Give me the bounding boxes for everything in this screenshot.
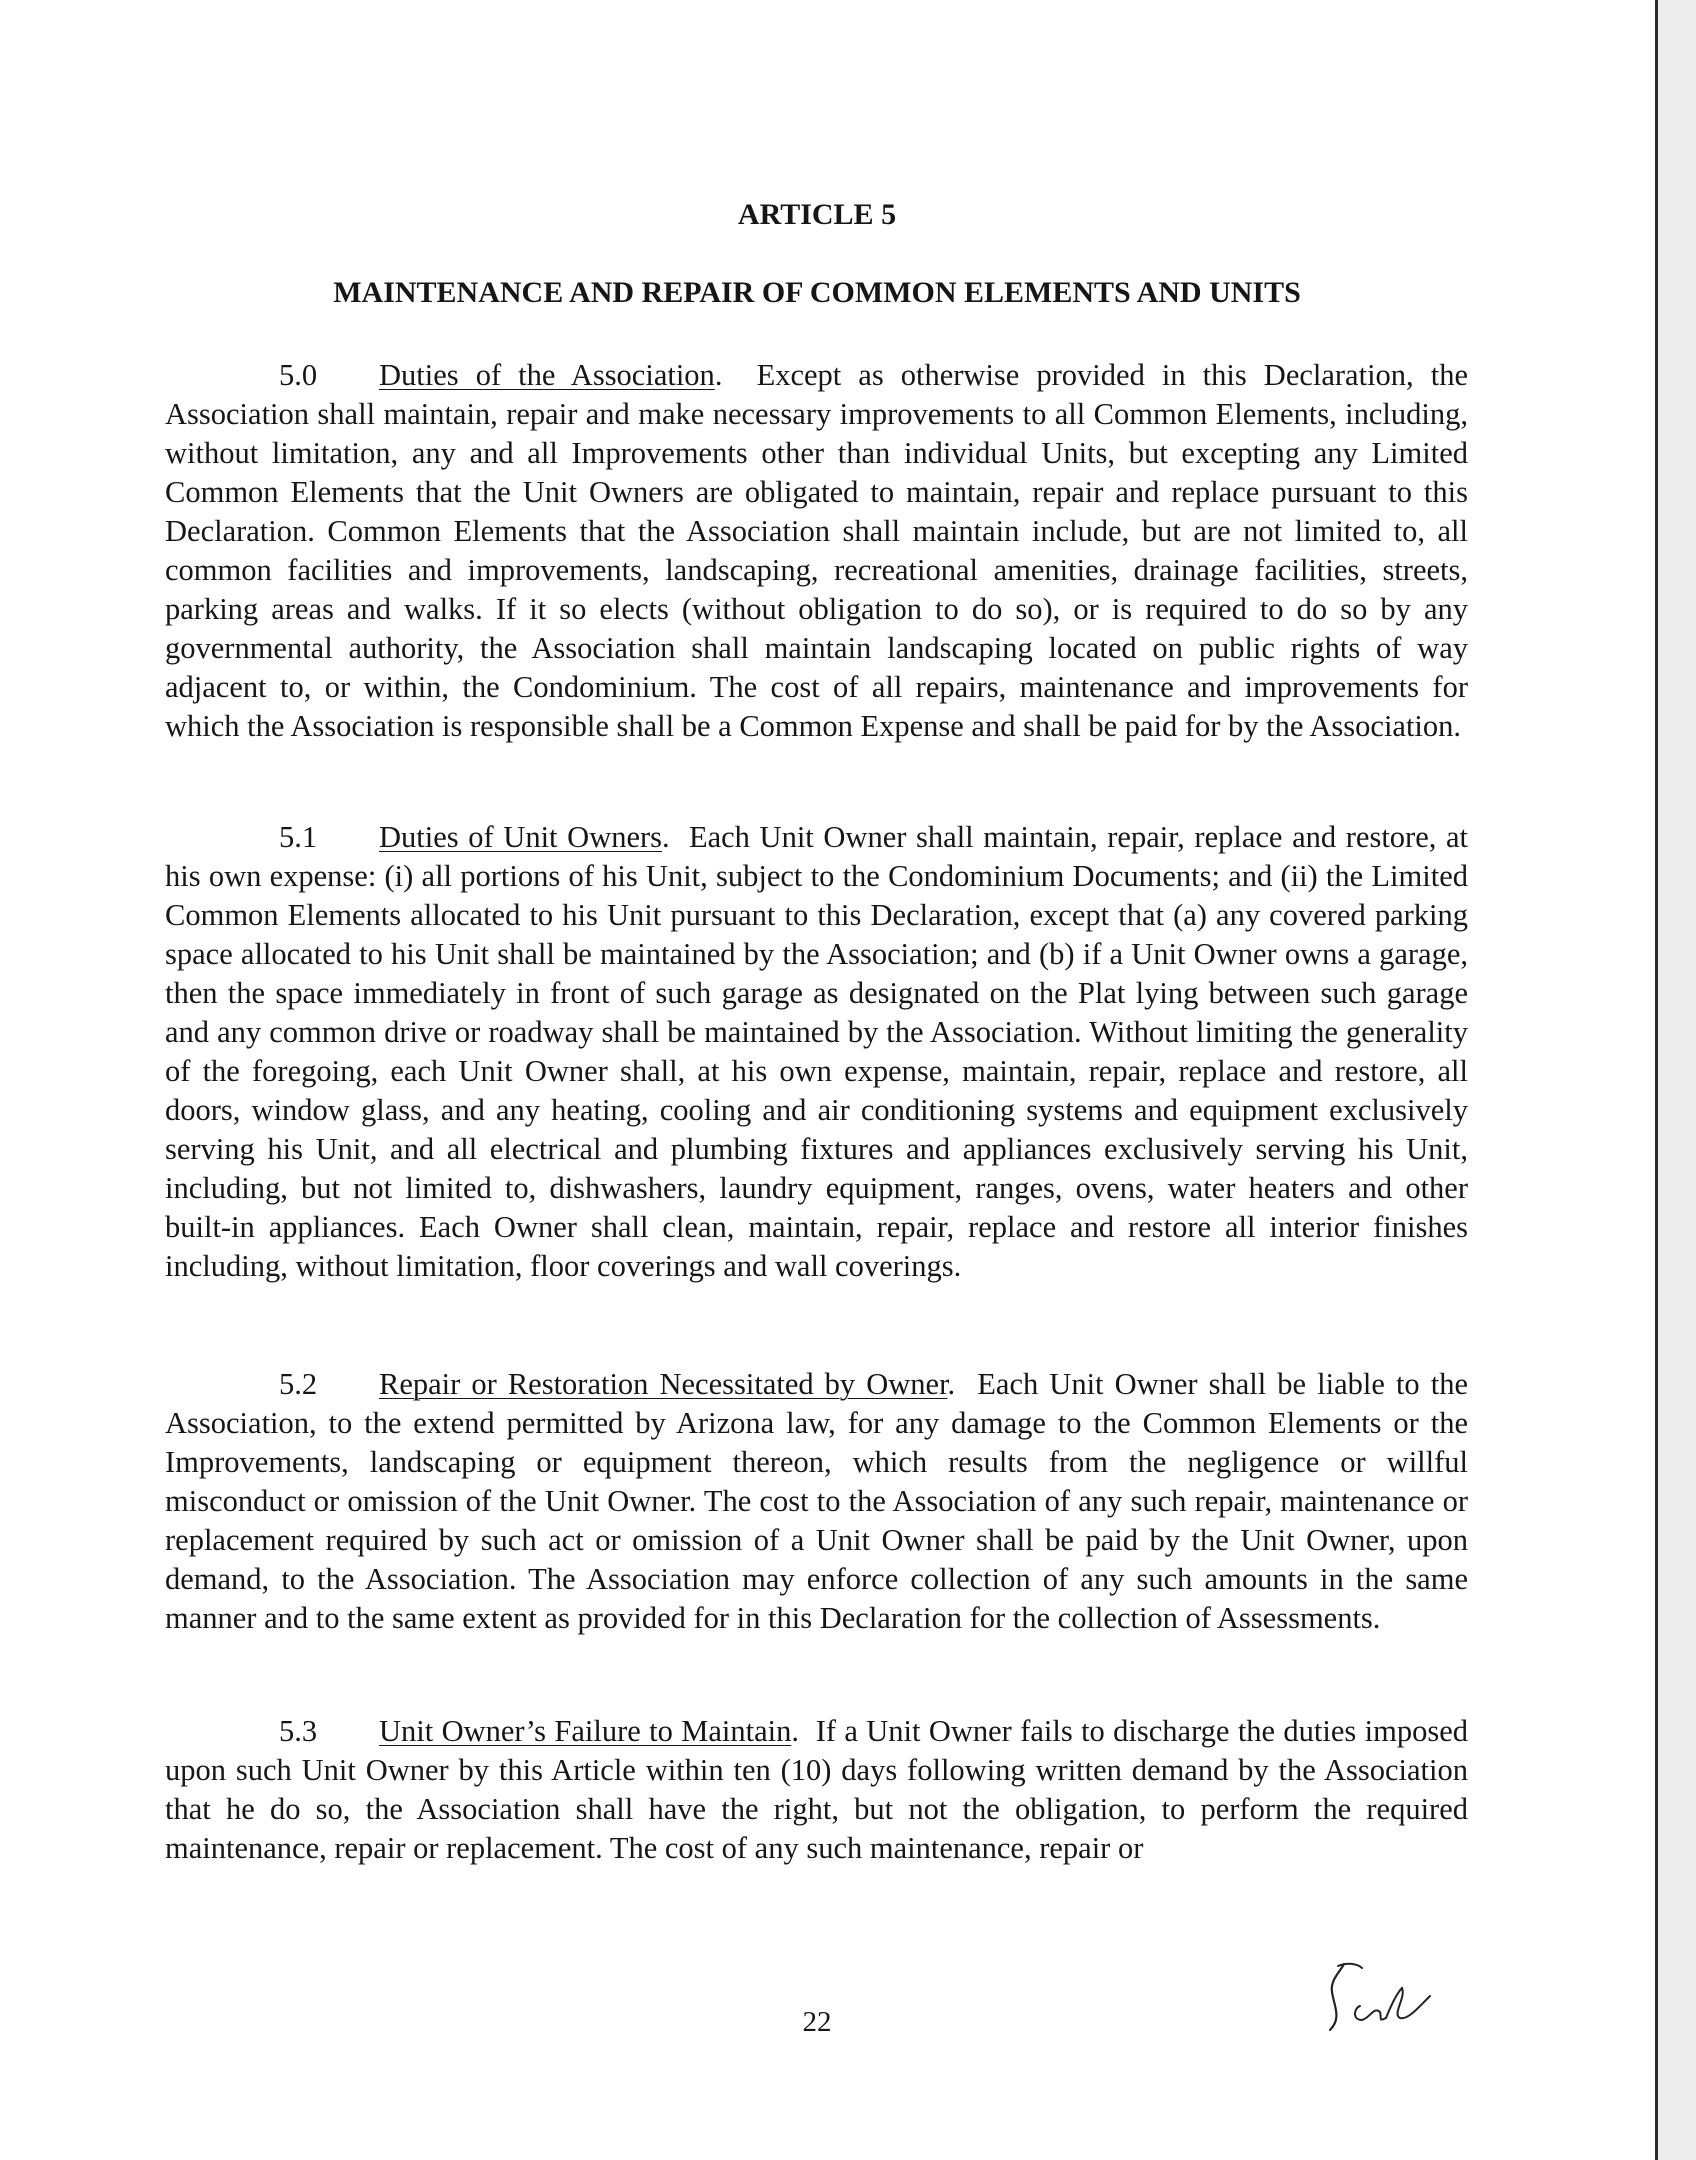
article-title: ARTICLE 5 (737, 198, 897, 231)
section-heading: Unit Owner’s Failure to Maintain (379, 1714, 792, 1748)
section-5-2: 5.2 Repair or Restoration Necessitated by Owner. Each Unit Owner shall be liable to the Association, to the extend permitted by Arizona law, for any damage to the Common Elements or the Improvements, landscaping or equipment thereon, which results from the negligence or willful misconduct or omission of the Unit Owner. The cost to the Association of any such repair, maintenance or replacement required by such act or omission of a Unit Owner shall be paid by the Unit Owner, upon demand, to the Association. The Association may enforce collection of any such amounts in the same manner and to the same extent as provided for in this Declaration for the collection of Assessments. (165, 1367, 1468, 1635)
section-number: 5.2 (279, 1367, 318, 1401)
section-number: 5.3 (279, 1714, 318, 1748)
section-5-0: 5.0 Duties of the Association. Except as otherwise provided in this Declaration, the Association shall maintain, repair and make necessary improvements to all Common Elements, including, without limitation, any and all Improvements other than individual Units, but excepting any Limited Common Elements that the Unit Owners are obligated to maintain, repair and replace pursuant to this Declaration. Common Elements that the Association shall maintain include, but are not limited to, all common facilities and improvements, landscaping, recreational amenities, drainage facilities, streets, parking areas and walks. If it so elects (without obligation to do so), or is required to do so by any governmental authority, the Association shall maintain landscaping located on public rights of way adjacent to, or within, the Condominium. The cost of all repairs, maintenance and improvements for which the Association is responsible shall be a Common Expense and shall be paid for by the Association. (165, 358, 1468, 743)
section-heading: Repair or Restoration Necessitated by Owner (379, 1367, 948, 1401)
section-number: 5.0 (279, 358, 318, 392)
page-number: 22 (802, 2006, 832, 2038)
section-body: Each Unit Owner shall be liable to the Association, to the extend permitted by Arizona law, for any damage to the Common Elements or the Improvements, landscaping or equipment thereon, which results from the negligence or willful misconduct or omission of the Unit Owner. The cost to the Association of any such repair, maintenance or replacement required by such act or omission of a Unit Owner shall be paid by the Unit Owner, upon demand, to the Association. The Association may enforce collection of any such amounts in the same manner and to the same extent as provided for in this Declaration for the collection of Assessments. (165, 1367, 1468, 1635)
section-body: If a Unit Owner fails to discharge the duties imposed upon such Unit Owner by this Article within ten (10) days following written demand by the Association that he do so, the Association shall have the right, but not the obligation, to perform the required maintenance, repair or replacement. The cost of any such maintenance, repair or (165, 1714, 1468, 1865)
section-body: Except as otherwise provided in this Declaration, the Association shall maintain, repair and make necessary improvements to all Common Elements, including, without limitation, any and all Improvements other than individual Units, but excepting any Limited Common Elements that the Unit Owners are obligated to maintain, repair and replace pursuant to this Declaration. Common Elements that the Association shall maintain include, but are not limited to, all common facilities and improvements, landscaping, recreational amenities, drainage facilities, streets, parking areas and walks. If it so elects (without obligation to do so), or is required to do so by any governmental authority, the Association shall maintain landscaping located on public rights of way adjacent to, or within, the Condominium. The cost of all repairs, maintenance and improvements for which the Association is responsible shall be a Common Expense and shall be paid for by the Association. (165, 358, 1468, 743)
article-subtitle: MAINTENANCE AND REPAIR OF COMMON ELEMENTS AND UNITS (333, 276, 1301, 309)
section-body: Each Unit Owner shall maintain, repair, replace and restore, at his own expense: (i) all portions of his Unit, subject to the Condominium Documents; and (ii) the Limited Common Elements allocated to his Unit pursuant to this Declaration, except that (a) any covered parking space allocated to his Unit shall be maintained by the Association; and (b) if a Unit Owner owns a garage, then the space immediately in front of such garage as designated on the Plat lying between such garage and any common drive or roadway shall be maintained by the Association. Without limiting the generality of the foregoing, each Unit Owner shall, at his own expense, maintain, repair, replace and restore, all doors, window glass, and any heating, cooling and air conditioning systems and equipment exclusively serving his Unit, and all electrical and plumbing fixtures and appliances exclusively serving his Unit, including, but not limited to, dishwashers, laundry equipment, ranges, ovens, water heaters and other built-in appliances. Each Owner shall clean, maintain, repair, replace and restore all interior finishes including, without limitation, floor coverings and wall coverings. (165, 820, 1469, 1283)
section-5-3: 5.3 Unit Owner’s Failure to Maintain. If a Unit Owner fails to discharge the duties imposed upon such Unit Owner by this Article within ten (10) days following written demand by the Association that he do so, the Association shall have the right, but not the obligation, to perform the required maintenance, repair or replacement. The cost of any such maintenance, repair or (165, 1714, 1468, 1865)
section-heading: Duties of the Association (379, 358, 715, 392)
section-5-1: 5.1 Duties of Unit Owners. Each Unit Owner shall maintain, repair, replace and restore, at his own expense: (i) all portions of his Unit, subject to the Condominium Documents; and (ii) the Limited Common Elements allocated to his Unit pursuant to this Declaration, except that (a) any covered parking space allocated to his Unit shall be maintained by the Association; and (b) if a Unit Owner owns a garage, then the space immediately in front of such garage as designated on the Plat lying between such garage and any common drive or roadway shall be maintained by the Association. Without limiting the generality of the foregoing, each Unit Owner shall, at his own expense, maintain, repair, replace and restore, all doors, window glass, and any heating, cooling and air conditioning systems and equipment exclusively serving his Unit, and all electrical and plumbing fixtures and appliances exclusively serving his Unit, including, but not limited to, dishwashers, laundry equipment, ranges, ovens, water heaters and other built-in appliances. Each Owner shall clean, maintain, repair, replace and restore all interior finishes including, without limitation, floor coverings and wall coverings. (165, 820, 1469, 1283)
section-heading: Duties of Unit Owners (379, 820, 663, 854)
handwritten-initials (1318, 1958, 1438, 2038)
scan-edge-margin (1658, 0, 1696, 2160)
section-number: 5.1 (279, 820, 318, 854)
